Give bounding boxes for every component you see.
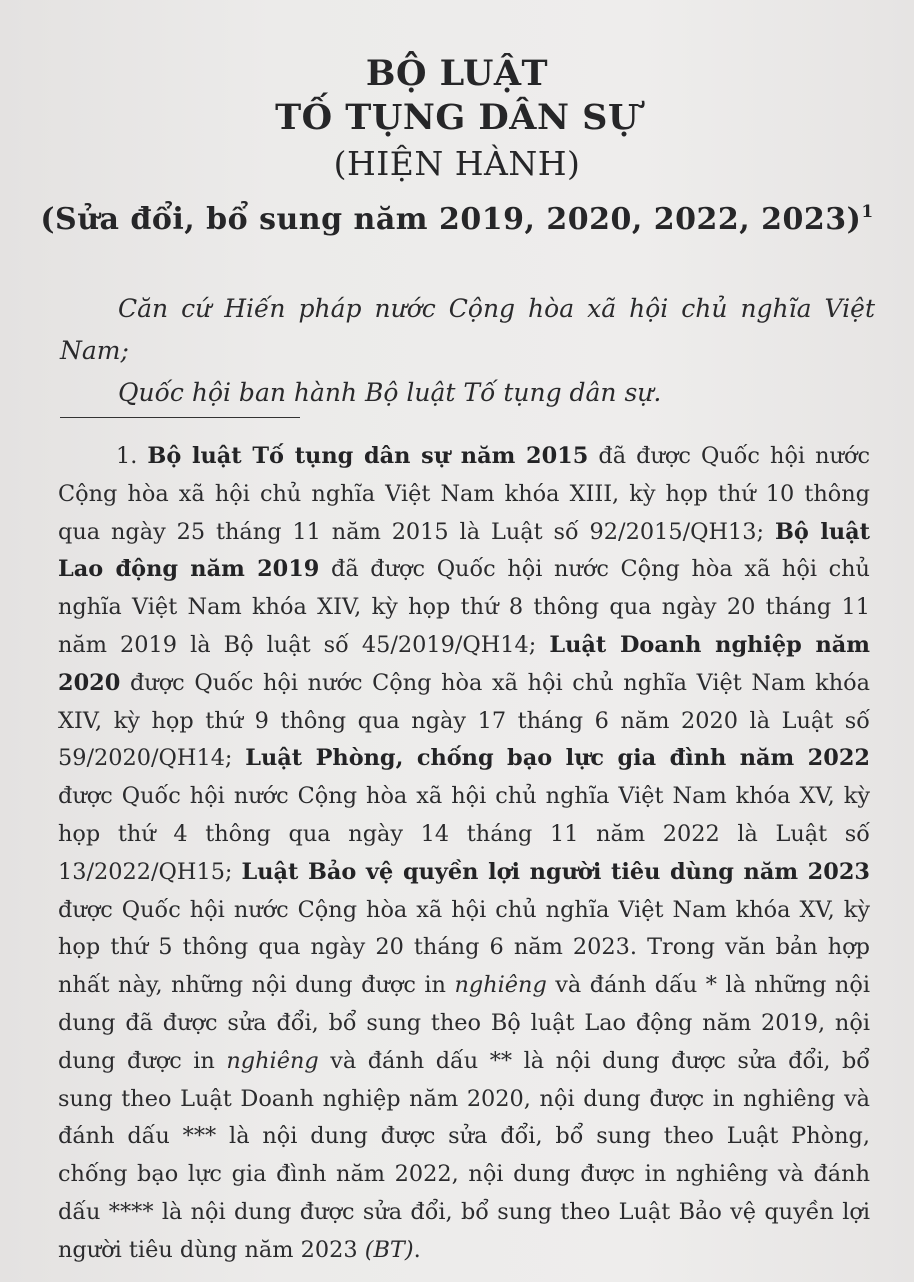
fn-law-2015: Bộ luật Tố tụng dân sự năm 2015 xyxy=(147,443,589,469)
preamble xyxy=(60,288,875,414)
footnote xyxy=(58,438,870,1270)
fn-law-2019: Bộ luật Lao động năm 2019 xyxy=(58,518,870,583)
fn-text-5: được Quốc hội nước Cộng hòa xã hội chủ nghĩa Việt Nam khóa XV, kỳ họp thứ 5 thông qua ngày 20 tháng 6 năm 2023. Trong văn bản hợp nhất này, những nội dung được in xyxy=(58,896,870,999)
title-line-2: TỐ TỤNG DÂN SỰ xyxy=(275,97,639,138)
fn-text-10: là nội dung được sửa đổi, bổ sung theo Luật Phòng, chống bạo lực gia đình năm 2022, nội dung được in nghiêng và đánh dấu xyxy=(58,1123,870,1225)
fn-text-1: đã được Quốc hội nước Cộng hòa xã hội chủ nghĩa Việt Nam khóa XIII, kỳ họp thứ 10 thông qua ngày 25 tháng 11 năm 2015 là Luật số 92/2015/QH13; xyxy=(58,443,870,545)
fn-text-9: là nội dung được sửa đổi, bổ sung theo Luật Doanh nghiệp năm 2020, nội dung được in nghiêng và đánh dấu xyxy=(58,1047,871,1150)
fn-text-8: và đánh dấu xyxy=(318,1047,490,1074)
fn-italic-1: nghiêng xyxy=(454,972,547,999)
document-title-block xyxy=(0,52,914,242)
fn-text-11: là nội dung được sửa đổi, bổ sung theo Luật Bảo vệ quyền lợi người tiêu dùng năm 2023 xyxy=(58,1198,870,1263)
fn-law-2023: Luật Bảo vệ quyền lợi người tiêu dùng năm 2023 xyxy=(241,858,870,885)
fn-text-6: và đánh dấu xyxy=(546,972,706,999)
fn-bt: (BT) xyxy=(364,1236,414,1263)
fn-mark-2: ** xyxy=(489,1047,513,1074)
fn-period: . xyxy=(413,1236,421,1263)
amendment-text: (Sửa đổi, bổ sung năm 2019, 2020, 2022, 2023) xyxy=(40,202,862,237)
title-line-3: (HIỆN HÀNH) xyxy=(333,144,581,183)
footnote-reference: 1 xyxy=(861,202,874,222)
title-line-1: BỘ LUẬT xyxy=(365,53,549,94)
fn-mark-1: * xyxy=(705,972,717,999)
fn-law-2020: Luật Doanh nghiệp năm 2020 xyxy=(58,631,870,696)
fn-number: 1. xyxy=(116,443,148,469)
preamble-line-2: Quốc hội ban hành Bộ luật Tố tụng dân sự. xyxy=(118,378,662,407)
fn-text-3: được Quốc hội nước Cộng hòa xã hội chủ nghĩa Việt Nam khóa XIV, kỳ họp thứ 9 thông qua ngày 17 tháng 6 năm 2020 là Luật số 59/2020/QH14; xyxy=(58,669,870,772)
fn-italic-2: nghiêng xyxy=(226,1047,319,1074)
preamble-line-1: Căn cứ Hiến pháp nước Cộng hòa xã hội chủ nghĩa Việt Nam; xyxy=(60,294,875,365)
fn-text-2: đã được Quốc hội nước Cộng hòa xã hội chủ nghĩa Việt Nam khóa XIV, kỳ họp thứ 8 thông qua ngày 20 tháng 11 năm 2019 là Bộ luật số 45/2019/QH14; xyxy=(58,556,870,658)
fn-mark-3: *** xyxy=(182,1123,217,1150)
amendment-line xyxy=(0,190,914,242)
fn-law-2022: Luật Phòng, chống bạo lực gia đình năm 2022 xyxy=(245,745,871,772)
footnote-paragraph xyxy=(58,438,870,1270)
fn-mark-4: **** xyxy=(108,1198,154,1225)
fn-text-7: là những nội dung đã được sửa đổi, bổ sung theo Bộ luật Lao động năm 2019, nội dung được in xyxy=(58,972,870,1074)
footnote-divider xyxy=(60,417,300,418)
fn-text-4: được Quốc hội nước Cộng hòa xã hội chủ nghĩa Việt Nam khóa XV, kỳ họp thứ 4 thông qua ngày 14 tháng 11 năm 2022 là Luật số 13/2022/QH15; xyxy=(58,783,870,885)
